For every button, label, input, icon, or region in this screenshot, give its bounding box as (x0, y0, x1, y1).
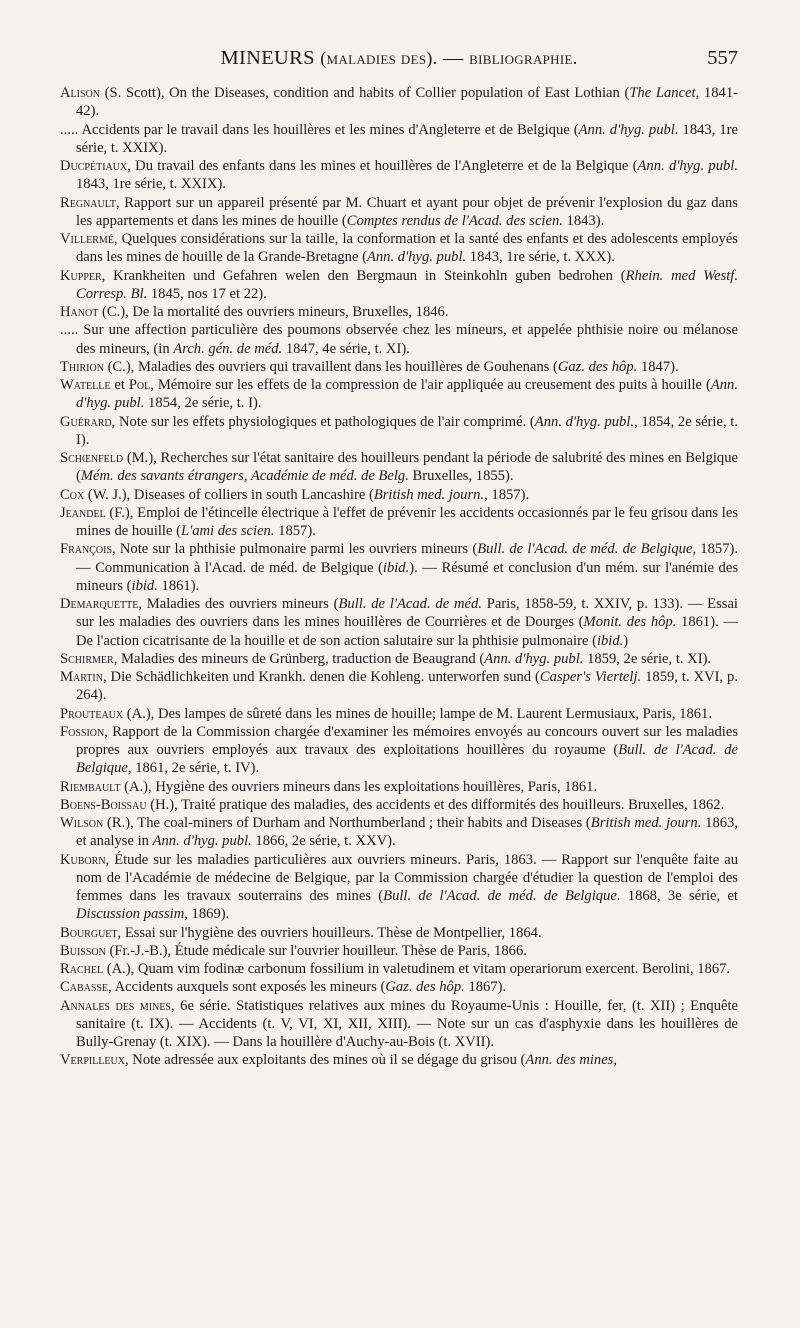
entry-text: 1868, 3e série, et (620, 888, 738, 904)
entry-text: 1845, nos 17 et 22). (147, 285, 267, 302)
entry-source: Arch. gén. de méd. (173, 340, 283, 357)
entry-author: François (60, 541, 113, 558)
entry-author: ..... (60, 322, 79, 339)
entry-author: Jeandel (60, 504, 106, 521)
bibliography-entry (60, 723, 738, 778)
bibliography-entry (60, 778, 738, 796)
entry-source: Rhein. med Westf. Corresp. Bl. (76, 267, 738, 302)
entry-text: , Maladies des mineurs de Grünberg, traduction de Beaugrand ( (113, 650, 485, 667)
section-label: bibliographie. (469, 48, 578, 68)
entry-text: , (613, 1052, 618, 1069)
entry-text: 1861). (157, 577, 200, 594)
entry-author: Regnault (60, 194, 117, 211)
entry-text: 1859, 2e série, t. XI). (583, 650, 712, 667)
entry-author: Verpilleux (60, 1052, 125, 1069)
bibliography-entry (60, 376, 738, 413)
bibliography-entry (60, 705, 738, 723)
entry-text: (A.), Quam vim fodinæ carbonum fossilium in valetudinem et vitam operariorum exercent. Berolini, 1867. (103, 961, 731, 977)
entry-text: 1867). (464, 979, 507, 996)
entry-source: Ann. d'hyg. publ. (366, 249, 467, 266)
entry-author: Cox (60, 486, 85, 503)
entry-text: , Note sur les effets physiologiques et pathologiques de l'air comprimé. ( (111, 413, 535, 430)
entry-author: Prouteaux (60, 705, 124, 722)
entry-source: Casper's Viertelj. (539, 669, 642, 685)
entry-text: , Maladies des ouvriers mineurs ( (138, 596, 339, 612)
entry-source: British med. journ. (590, 815, 702, 831)
entry-source: Ann. d'hyg. publ. (637, 158, 739, 174)
entry-author: Alison (60, 85, 100, 101)
entry-text: 1854, 2e série, t. I). (144, 395, 262, 412)
bibliography-entry (60, 540, 738, 595)
entry-text: , Accidents auxquels sont exposés les mineurs ( (108, 979, 386, 996)
entry-text: (M.), Recherches sur l'état sanitaire des houilleurs pendant la période de salubrité des mines en Belgique ( (76, 450, 738, 485)
entry-text: 1847, 4e série, t. XI). (282, 340, 410, 357)
bibliography-entry (60, 121, 738, 158)
entry-text: 1843, 1re série, t. XXIX). (76, 121, 738, 156)
bibliography-entry (60, 960, 738, 978)
entry-text: (F.), Emploi de l'étincelle électrique à l'effet de prévenir les accidents occasionnés par le feu grisou dans les mines de houille ( (76, 504, 738, 539)
entry-text: , Krankheiten und Gefahren welen den Bergmaun in Steinkohln guben bedrohen ( (101, 267, 626, 284)
entry-text: , Quelques considérations sur la taille, la conformation et la santé des enfants et des adolescents employés dans les mines de houille de la Grande-Bretagne ( (76, 231, 738, 266)
entry-source: Ann. d'hyg. publ. (484, 650, 584, 667)
entry-source: Gaz. des hôp. (557, 358, 638, 375)
bibliography-entry (60, 321, 738, 358)
entry-text: , 1857). — Communication à l'Acad. de méd. de Belgique ( (76, 541, 738, 576)
page-number: 557 (707, 47, 738, 69)
title-dash: — (442, 47, 464, 69)
entry-text: 1861). — De l'action cicatrisante de la houille et de son action salutaire sur la phthisie pulmonaire ( (76, 614, 738, 649)
entry-source: Ann. d'hyg. publ. (76, 377, 738, 412)
entry-text: ) (623, 632, 629, 649)
entry-author: Kuborn (60, 851, 106, 868)
bibliography-list (60, 84, 738, 1070)
entry-author: Schirmer (60, 650, 114, 667)
entry-text: ). — Résumé et conclusion d'un mém. sur l'anémie des mineurs ( (76, 559, 738, 594)
entry-text: , Note sur la phthisie pulmonaire parmi les ouvriers mineurs ( (112, 541, 478, 558)
entry-author: Riembault (60, 778, 121, 795)
entry-text: 1859, t. XVI, p. 264). (76, 669, 739, 704)
title-main: MINEURS (220, 47, 315, 69)
entry-author: Annales des mines (60, 997, 171, 1014)
entry-text: Pol (128, 377, 151, 393)
entry-text: , Rapport sur un appareil présenté par M. Chuart et ayant pour objet de prévenir l'explosion du gaz dans les appartements et dans les mines de houille ( (76, 194, 738, 229)
entry-source: L'ami des scien. (180, 523, 275, 539)
entry-author: Martin (60, 669, 103, 685)
bibliography-entry (60, 650, 738, 668)
entry-text: 1843). (562, 212, 605, 229)
bibliography-entry (60, 997, 738, 1052)
entry-source: Discussion passim (76, 906, 185, 923)
bibliography-entry (60, 157, 738, 194)
entry-text: Sur une affection particulière des poumons observée chez les mineurs, et appelée phthisie noire ou mélanose des mineurs, (in (76, 322, 738, 357)
bibliography-entry (60, 413, 738, 450)
entry-text: (S. Scott), On the Diseases, condition and habits of Collier population of East Lothian ( (99, 85, 630, 101)
entry-source: ibid. (382, 559, 410, 576)
entry-text: , Note adressée aux exploitants des mines où il se dégage du grisou ( (124, 1052, 526, 1069)
entry-text: Accidents par le travail dans les houillères et les mines d'Angleterre et de Belgique ( (78, 121, 579, 138)
entry-author: Thirion (60, 358, 104, 375)
entry-author: Kupper (60, 267, 102, 284)
running-header (60, 47, 738, 79)
entry-text: Paris, 1858-59, t. XXIV, p. 133). — Essai sur les maladies des ouvriers dans les mines houillères de Courrières et de Dourges ( (76, 596, 738, 631)
bibliography-entry (60, 84, 738, 121)
bibliography-entry (60, 668, 738, 705)
entry-source: Bull. de l'Acad. de méd. de Belgique. (383, 888, 621, 904)
entry-text: Bruxelles, 1855). (408, 468, 514, 485)
bibliography-entry (60, 267, 738, 304)
entry-text: , 1861, 2e série, t. IV). (127, 760, 260, 777)
entry-source: Bull. de l'Acad. de Belgique (76, 742, 738, 777)
entry-text: et (110, 377, 129, 393)
entry-source: Ann. des mines (525, 1052, 614, 1069)
entry-source: Monit. des hôp. (583, 614, 677, 631)
bibliography-entry (60, 978, 738, 996)
bibliography-entry (60, 194, 738, 231)
entry-source: ibid. (131, 577, 158, 594)
entry-author: Hanot (60, 304, 99, 320)
entry-text: , Du travail des enfants dans les mines et houillères de l'Angleterre et de la Belgique ( (127, 158, 638, 174)
entry-text: , Étude sur les maladies particulières aux ouvriers mineurs. Paris, 1863. — Rapport sur l'enquête faite au nom de l'Académie de médecine de Belgique, par la Commission chargée d'étudier la question de l'emploi des femmes dans les travaux souterrains des mines ( (76, 851, 738, 904)
entry-author: Ducpétiaux (60, 158, 128, 174)
bibliography-entry (60, 796, 738, 814)
entry-text: (R.), The coal-miners of Durham and Northumberland ; their habits and Diseases ( (103, 815, 591, 831)
entry-author: Buisson (60, 942, 106, 959)
entry-author: Boens-Boissau (60, 796, 147, 813)
entry-text: , 1857). (484, 486, 530, 503)
bibliography-entry (60, 924, 738, 942)
entry-author: Guérard (60, 413, 112, 430)
entry-source: Bull. de l'Acad. de méd. de Belgique (477, 541, 693, 558)
entry-text: 1857). (274, 523, 316, 539)
entry-text: (H.), Traité pratique des maladies, des accidents et des difformités des houilleurs. Bruxelles, 1862. (146, 796, 725, 813)
bibliography-entry (60, 230, 738, 267)
bibliography-entry (60, 504, 738, 541)
entry-text: , 1841-42). (76, 85, 738, 120)
entry-author: Fossion (60, 723, 105, 740)
entry-text: 1866, 2e série, t. XXV). (251, 833, 396, 850)
entry-author: Villermé (60, 231, 114, 247)
entry-source: Ann. d'hyg. publ. (578, 121, 679, 138)
entry-text: 1843, 1re série, t. XXX). (466, 249, 615, 266)
bibliography-entry (60, 358, 738, 376)
entry-text: , Mémoire sur les effets de la compression de l'air appliquée au creusement des puits à houille ( (150, 377, 711, 393)
entry-text: 1847). (637, 358, 679, 375)
bibliography-entry (60, 449, 738, 486)
entry-text: (A.), Des lampes de sûreté dans les mines de houille; lampe de M. Laurent Lermusiaux, Paris, 1861. (123, 705, 712, 722)
title-sub: (maladies des). (320, 48, 438, 68)
bibliography-entry (60, 851, 738, 924)
entry-author: Rachel (60, 961, 104, 977)
entry-text: 1843, 1re série, t. XXIX). (76, 176, 226, 193)
entry-author: Wilson (60, 815, 104, 831)
entry-source: The Lancet (629, 85, 696, 101)
entry-text: , 1869). (184, 906, 230, 923)
entry-source: Comptes rendus de l'Acad. des scien. (346, 212, 563, 229)
entry-author: Watelle (60, 377, 111, 393)
entry-text: (A.), Hygiène des ouvriers mineurs dans les exploitations houillères, Paris, 1861. (120, 778, 598, 795)
entry-source: Ann. d'hyg. publ. (534, 413, 635, 430)
entry-text: , Essai sur l'hygiène des ouvriers houilleurs. Thèse de Montpellier, 1864. (117, 924, 542, 941)
entry-source: Mém. des savants étrangers, Académie de méd. de Belg. (80, 468, 409, 485)
entry-text: , Rapport de la Commission chargée d'examiner les mémoires envoyés au concours ouvert sur les maladies propres aux ouvriers employés aux travaux des exploitations houillères du royaume ( (76, 723, 738, 758)
entry-text: (Fr.-J.-B.), Étude médicale sur l'ouvrier houilleur. Thèse de Paris, 1866. (105, 942, 527, 959)
entry-source: Ann. d'hyg. publ. (152, 833, 252, 850)
entry-source: ibid. (596, 632, 624, 649)
entry-author: Demarquette (60, 596, 139, 612)
entry-text: (C.), Maladies des ouvriers qui travaillent dans les houillères de Gouhenans ( (103, 358, 558, 375)
entry-author: Bourguet (60, 924, 118, 941)
entry-author: Cabasse (60, 979, 109, 996)
bibliography-entry (60, 942, 738, 960)
entry-text: , 6e série. Statistiques relatives aux mines du Royaume-Unis : Houille, fer, (t. XII) ; Enquête sanitaire (t. IX). — Accidents (t. V, VI, XI, XII, XIII). — Note sur un cas d'asphyxie dans les houillères de Bully-Grenay (t. XIX). — Dans la houillère d'Auchy-au-Bois (t. XVII). (76, 997, 739, 1050)
entry-author: Schœnfeld (60, 450, 124, 466)
bibliography-entry (60, 303, 738, 321)
entry-source: Bull. de l'Acad. de méd. (338, 596, 482, 612)
entry-text: 1863, et analyse in (76, 815, 738, 850)
running-title (60, 47, 738, 70)
bibliography-entry (60, 1051, 738, 1069)
entry-source: Gaz. des hôp. (385, 979, 465, 996)
entry-text: (W. J.), Diseases of colliers in south Lancashire ( (84, 486, 374, 503)
bibliography-entry (60, 595, 738, 650)
entry-text: , Die Schädlichkeiten und Krankh. denen die Kohleng. unterworfen sund ( (102, 669, 540, 685)
entry-author: ..... (60, 121, 79, 138)
entry-source: British med. journ. (373, 486, 485, 503)
bibliography-entry (60, 814, 738, 851)
entry-text: (C.), De la mortalité des ouvriers mineurs, Bruxelles, 1846. (98, 304, 449, 320)
bibliography-entry (60, 486, 738, 504)
entry-text: , 1854, 2e série, t. I). (76, 413, 738, 448)
